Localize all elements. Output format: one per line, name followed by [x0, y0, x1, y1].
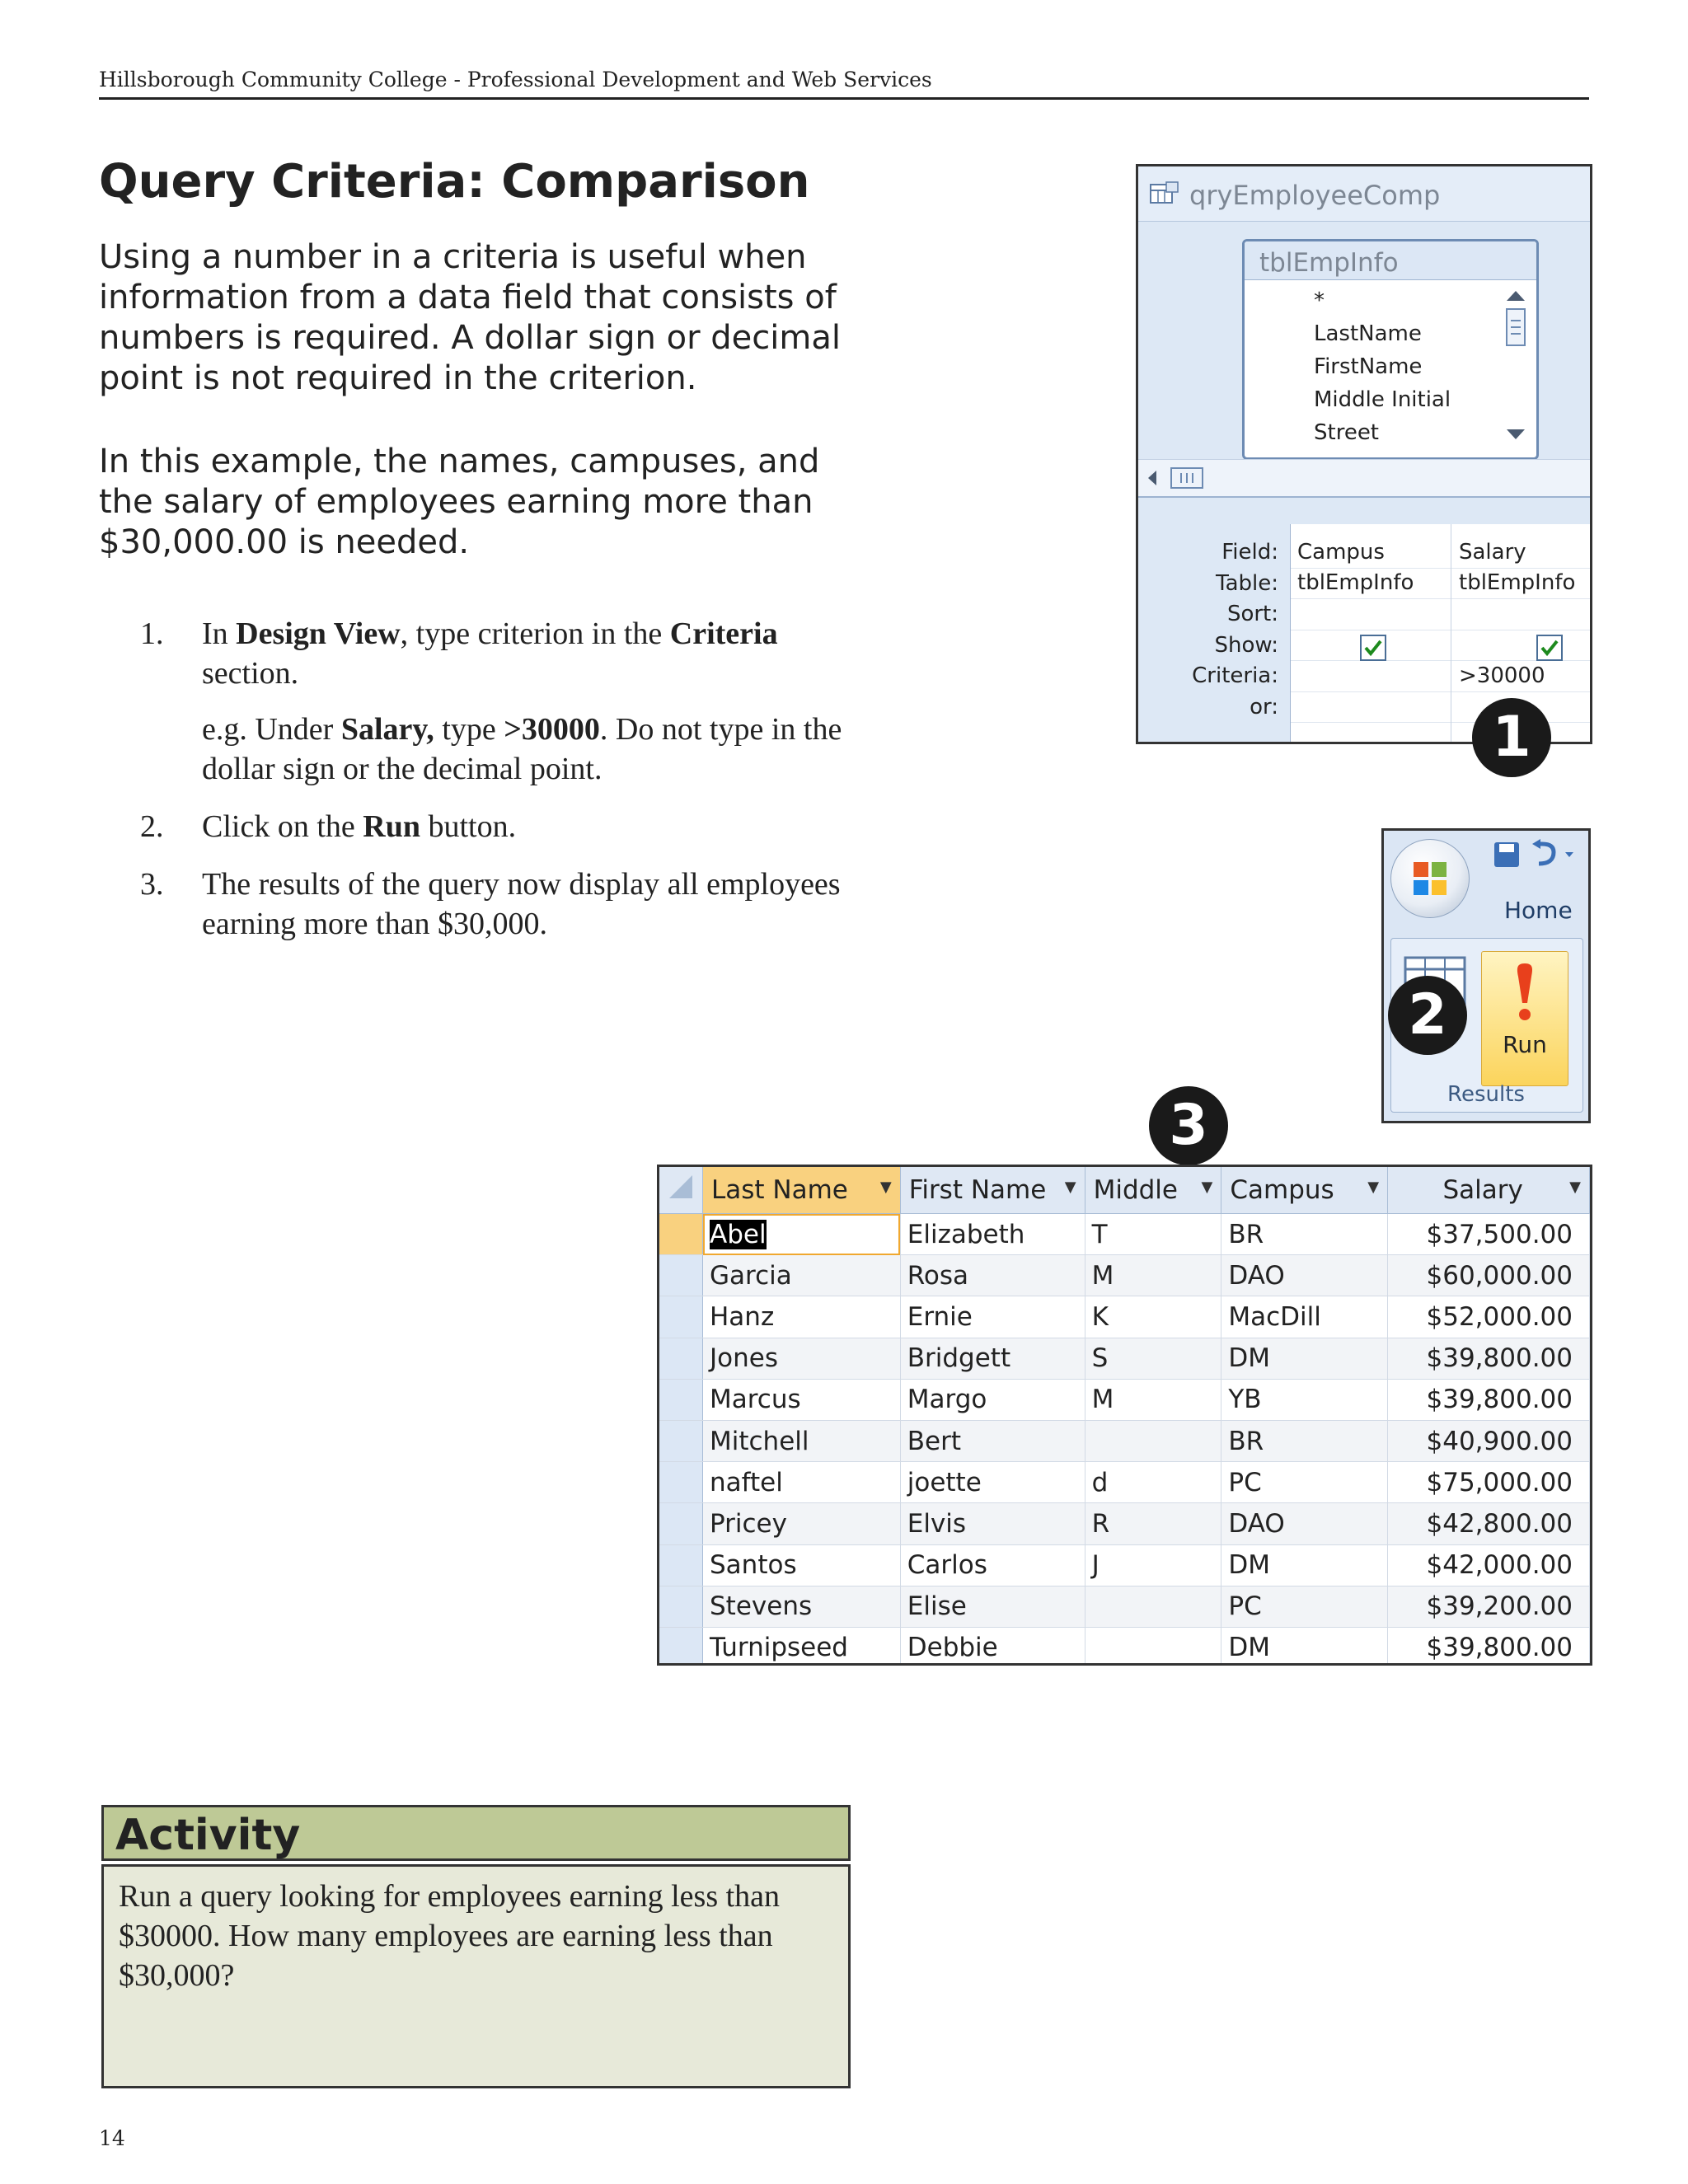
table-cell[interactable] [703, 1379, 901, 1420]
cell-value: $39,800.00 [1426, 1343, 1573, 1374]
table-row[interactable] [659, 1379, 1590, 1420]
table-cell[interactable] [900, 1255, 1085, 1296]
step-bold: >30000 [504, 712, 600, 747]
quick-access-toolbar[interactable] [1491, 839, 1582, 872]
cell-value: DM [1228, 1343, 1270, 1374]
cell-value: Elise [907, 1591, 967, 1622]
step-text: The results of the query now display all employees earning more than $30,000. [202, 867, 841, 941]
table-row[interactable] [659, 1544, 1590, 1586]
step-1 [140, 614, 865, 789]
step-number: 1. [140, 616, 164, 651]
cell-value: MacDill [1228, 1301, 1321, 1332]
table-row[interactable] [659, 1338, 1590, 1379]
step-bold: Run [363, 809, 420, 844]
table-cell[interactable] [1221, 1379, 1388, 1420]
table-cell[interactable] [900, 1586, 1085, 1627]
cell-value: BR [1228, 1426, 1264, 1456]
field-list-scrollbar[interactable] [1502, 286, 1530, 451]
table-cell[interactable] [1085, 1214, 1221, 1255]
row-label: Show: [1214, 632, 1278, 658]
cell-value: $60,000.00 [1426, 1260, 1573, 1291]
step-text: In [202, 616, 237, 651]
cell-value: $37,500.00 [1426, 1219, 1573, 1249]
table-cell[interactable] [1221, 1544, 1388, 1586]
table-cell[interactable] [1221, 1503, 1388, 1544]
table-field-list-title [1245, 241, 1536, 280]
row-label: Table: [1216, 570, 1278, 596]
row-selector[interactable] [659, 1586, 703, 1627]
row-selector[interactable] [659, 1296, 703, 1338]
row-selector[interactable] [659, 1379, 703, 1420]
field-item[interactable]: Middle Initial [1314, 387, 1451, 412]
table-cell[interactable] [900, 1296, 1085, 1338]
activity-body [101, 1864, 851, 2088]
table-cell[interactable] [900, 1214, 1085, 1255]
cell-value: Rosa [907, 1260, 969, 1291]
table-cell[interactable] [703, 1544, 901, 1586]
cell-value: Turnipseed [710, 1633, 848, 1663]
cell-value: joette [907, 1467, 982, 1497]
table-cell[interactable] [1085, 1420, 1221, 1461]
show-checkbox[interactable] [1536, 635, 1563, 661]
intro-paragraph-1: Using a number in a criteria is useful when information from a data field that consists of numbers is required. A dollar sign or decimal point is not required in the criterion. [99, 238, 841, 397]
field-cell[interactable]: Salary [1459, 540, 1526, 565]
row-selector[interactable] [659, 1544, 703, 1586]
table-cell[interactable]: tblEmpInfo [1459, 570, 1576, 595]
table-cell[interactable] [900, 1503, 1085, 1544]
table-cell[interactable] [703, 1214, 901, 1255]
cell-value: Bert [907, 1426, 961, 1456]
table-cell[interactable] [703, 1586, 901, 1627]
cell-value: YB [1228, 1385, 1262, 1415]
row-selector[interactable] [659, 1214, 703, 1255]
table-header-row [659, 1167, 1590, 1214]
step-bold: Salary, [340, 712, 434, 747]
table-cell[interactable] [1388, 1214, 1590, 1255]
row-label: Criteria: [1192, 663, 1278, 688]
header-label: Last Name [711, 1175, 848, 1205]
table-cell[interactable] [1388, 1255, 1590, 1296]
cell-value: DAO [1228, 1508, 1285, 1539]
cell-value: DM [1228, 1550, 1270, 1581]
cell-value: Santos [710, 1550, 797, 1581]
cell-value: Hanz [710, 1301, 775, 1332]
column-header-first-name[interactable] [900, 1167, 1085, 1214]
table-row[interactable] [659, 1420, 1590, 1461]
cell-value: Garcia [710, 1260, 792, 1291]
query-icon [1150, 181, 1179, 206]
table-cell[interactable] [1085, 1544, 1221, 1586]
table-cell[interactable] [1221, 1338, 1388, 1379]
step-badge-1: 1 [1472, 698, 1551, 777]
cell-value: $40,900.00 [1426, 1426, 1573, 1456]
table-cell[interactable] [1221, 1627, 1388, 1666]
table-cell[interactable] [900, 1420, 1085, 1461]
tab-home[interactable]: Home [1504, 897, 1573, 924]
row-selector[interactable] [659, 1255, 703, 1296]
table-cell[interactable] [900, 1544, 1085, 1586]
cell-value: Debbie [907, 1633, 998, 1663]
cell-value: Stevens [710, 1591, 813, 1622]
cell-value: Carlos [907, 1550, 987, 1581]
step-text: , type criterion in the [400, 616, 670, 651]
step-bold: Criteria [669, 616, 778, 651]
query-tab[interactable] [1138, 166, 1590, 222]
dropdown-arrow-icon[interactable]: ▼ [1367, 1179, 1380, 1196]
design-grid-row-labels [1138, 537, 1278, 723]
table-cell[interactable] [1221, 1586, 1388, 1627]
table-cell[interactable] [1388, 1627, 1590, 1666]
header-divider [99, 97, 1589, 100]
cell-value: $39,200.00 [1426, 1591, 1573, 1622]
step-text: type [434, 712, 504, 747]
cell-value: naftel [710, 1467, 783, 1497]
step-text: section. [202, 656, 299, 691]
cell-value: $39,800.00 [1426, 1385, 1573, 1415]
activity-header [101, 1805, 851, 1861]
checkmark-icon [1538, 636, 1561, 659]
table-cell[interactable] [1085, 1503, 1221, 1544]
table-cell[interactable] [703, 1338, 901, 1379]
table-cell[interactable] [703, 1255, 901, 1296]
table-row[interactable] [659, 1462, 1590, 1503]
table-cell[interactable] [1221, 1255, 1388, 1296]
field-item[interactable]: FirstName [1314, 354, 1423, 379]
step-text: e.g. Under [202, 712, 341, 747]
header-label: Middle [1093, 1175, 1178, 1205]
table-cell[interactable] [703, 1296, 901, 1338]
table-cell[interactable]: tblEmpInfo [1297, 570, 1414, 595]
table-cell[interactable] [703, 1503, 901, 1544]
step-1-example [202, 710, 865, 789]
table-cell[interactable] [1221, 1462, 1388, 1503]
scroll-left-icon[interactable] [1138, 460, 1237, 496]
table-cell[interactable] [900, 1462, 1085, 1503]
table-name: tblEmpInfo [1259, 248, 1399, 278]
scroll-up-icon [1507, 291, 1525, 301]
activity-heading: Activity [115, 1811, 301, 1860]
table-cell[interactable] [1085, 1255, 1221, 1296]
field-list [1314, 284, 1451, 449]
show-checkbox[interactable] [1360, 635, 1386, 661]
field-item[interactable]: LastName [1314, 321, 1422, 346]
table-field-list[interactable] [1242, 239, 1539, 460]
field-item[interactable]: * [1314, 288, 1325, 313]
cell-value: M [1091, 1385, 1114, 1415]
row-label: Field: [1221, 540, 1278, 565]
query-results-datasheet [657, 1165, 1592, 1666]
step-3 [140, 865, 865, 944]
step-text: . Do not type in the dollar sign or the decimal point. [202, 712, 842, 786]
scroll-down-icon [1507, 429, 1525, 439]
cell-value: $75,000.00 [1426, 1467, 1573, 1497]
cell-value: $42,000.00 [1426, 1550, 1573, 1581]
row-selector[interactable] [659, 1420, 703, 1461]
cell-value: Abel [710, 1219, 767, 1249]
steps-list [140, 614, 865, 962]
query-title: qryEmployeeComp [1189, 180, 1441, 211]
cell-value: Jones [710, 1343, 778, 1374]
results-table [659, 1167, 1590, 1666]
table-cell[interactable] [703, 1627, 901, 1666]
checkmark-icon [1362, 636, 1385, 659]
cell-value: d [1091, 1467, 1109, 1497]
cell-value: $39,800.00 [1426, 1633, 1573, 1663]
dropdown-arrow-icon[interactable]: ▼ [1064, 1179, 1076, 1196]
table-row[interactable] [659, 1627, 1590, 1666]
table-cell[interactable] [1221, 1214, 1388, 1255]
cell-value: Mitchell [710, 1426, 809, 1456]
dropdown-arrow-icon[interactable]: ▼ [1569, 1179, 1581, 1196]
row-selector[interactable] [659, 1338, 703, 1379]
column-header-middle[interactable] [1085, 1167, 1221, 1214]
table-cell[interactable] [1085, 1379, 1221, 1420]
table-cell[interactable] [703, 1420, 901, 1461]
row-selector[interactable] [659, 1462, 703, 1503]
table-cell[interactable] [900, 1379, 1085, 1420]
undo-icon [1539, 844, 1554, 864]
cell-value: K [1091, 1301, 1109, 1332]
step-bold: Design View [236, 616, 401, 651]
column-header-salary[interactable] [1388, 1167, 1590, 1214]
select-all-icon [659, 1167, 702, 1207]
column-header-campus[interactable] [1221, 1167, 1388, 1214]
run-label: Run [1503, 1031, 1547, 1058]
row-selector[interactable] [659, 1627, 703, 1666]
table-row[interactable] [659, 1255, 1590, 1296]
cell-value: $52,000.00 [1426, 1301, 1573, 1332]
step-number: 2. [140, 809, 164, 844]
page-number: 14 [99, 2126, 125, 2150]
table-cell[interactable] [1388, 1296, 1590, 1338]
cell-value: DAO [1228, 1260, 1285, 1291]
cell-value: DM [1228, 1633, 1270, 1663]
step-badge-3: 3 [1149, 1086, 1228, 1165]
table-cell[interactable] [1388, 1420, 1590, 1461]
cell-value: $42,800.00 [1426, 1508, 1573, 1539]
header-label: First Name [908, 1175, 1047, 1205]
dropdown-arrow-icon[interactable]: ▼ [1201, 1179, 1213, 1196]
cell-value: PC [1228, 1467, 1262, 1497]
cell-value: Margo [907, 1385, 987, 1415]
cell-value: Elizabeth [907, 1219, 1025, 1249]
table-cell[interactable] [1221, 1420, 1388, 1461]
cell-value: Bridgett [907, 1343, 1011, 1374]
table-cell[interactable] [900, 1627, 1085, 1666]
select-all-corner[interactable] [659, 1167, 703, 1214]
cell-value: M [1091, 1260, 1114, 1291]
column-header-last-name[interactable] [703, 1167, 901, 1214]
table-row[interactable] [659, 1296, 1590, 1338]
table-cell[interactable] [1388, 1586, 1590, 1627]
table-row[interactable] [659, 1586, 1590, 1627]
table-cell[interactable] [1388, 1544, 1590, 1586]
design-grid [1290, 524, 1592, 743]
table-cell[interactable] [1085, 1627, 1221, 1666]
row-label: or: [1250, 694, 1278, 719]
table-cell[interactable] [900, 1338, 1085, 1379]
row-label: Sort: [1226, 602, 1278, 626]
header-label: Salary [1442, 1175, 1523, 1205]
dropdown-arrow-icon[interactable]: ▼ [879, 1179, 892, 1196]
step-badge-2: 2 [1388, 976, 1467, 1055]
table-cell[interactable] [1085, 1462, 1221, 1503]
table-cell[interactable] [1085, 1338, 1221, 1379]
cell-value: Pricey [710, 1508, 787, 1539]
row-selector[interactable] [659, 1503, 703, 1544]
criteria-cell[interactable]: >30000 [1459, 663, 1545, 688]
design-horizontal-scrollbar[interactable] [1138, 459, 1590, 498]
cell-value: Elvis [907, 1508, 967, 1539]
intro-paragraph-2: In this example, the names, campuses, and the salary of employees earning more than $30,000.00 is needed. [99, 443, 820, 561]
step-text: button. [420, 809, 517, 844]
table-cell[interactable] [1221, 1296, 1388, 1338]
page-title: Query Criteria: Comparison [99, 155, 810, 209]
office-button[interactable] [1390, 839, 1470, 918]
step-text: Click on the [202, 809, 363, 844]
table-cell[interactable] [1388, 1503, 1590, 1544]
header-label: Campus [1230, 1175, 1334, 1205]
run-exclamation-icon [1508, 960, 1541, 1026]
cell-value: Marcus [710, 1385, 801, 1415]
cell-value: PC [1228, 1591, 1262, 1622]
table-cell[interactable] [703, 1462, 901, 1503]
table-cell[interactable] [1388, 1338, 1590, 1379]
cell-value: J [1091, 1550, 1100, 1581]
cell-value: T [1091, 1219, 1108, 1249]
results-group-label: Results [1447, 1082, 1525, 1107]
ribbon-panel [1381, 828, 1591, 1123]
field-item[interactable]: Street [1314, 420, 1380, 445]
table-cell[interactable] [1388, 1462, 1590, 1503]
cell-value: BR [1228, 1219, 1264, 1249]
table-cell[interactable] [1085, 1586, 1221, 1627]
table-row[interactable] [659, 1503, 1590, 1544]
office-logo-icon [1391, 840, 1469, 917]
query-design-window [1136, 164, 1592, 744]
table-cell[interactable] [1085, 1296, 1221, 1338]
cell-value: R [1091, 1508, 1110, 1539]
cell-value: S [1091, 1343, 1109, 1374]
page-header: Hillsborough Community College - Professional Development and Web Services [99, 68, 932, 91]
cell-value: Ernie [907, 1301, 973, 1332]
activity-text: Run a query looking for employees earning less than $30000. How many employees are earning less than $30,000? [119, 1879, 781, 1993]
table-row[interactable] [659, 1214, 1590, 1255]
step-2 [140, 807, 865, 846]
run-button[interactable] [1481, 951, 1568, 1086]
table-cell[interactable] [1388, 1379, 1590, 1420]
step-number: 3. [140, 867, 164, 902]
grid-column-campus[interactable] [1291, 524, 1451, 743]
field-cell[interactable]: Campus [1297, 540, 1385, 565]
